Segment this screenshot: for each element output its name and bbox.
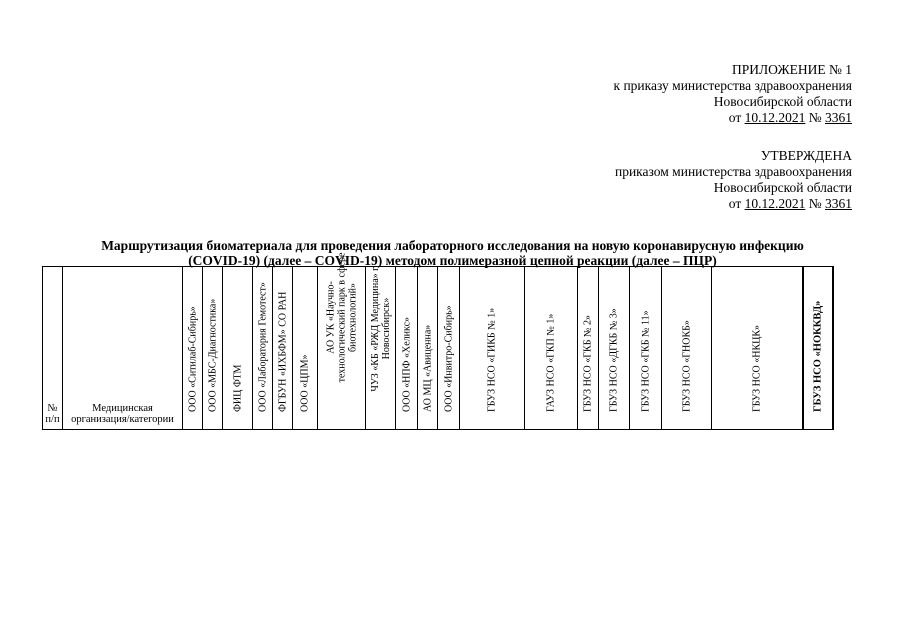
column-header: [273, 267, 293, 430]
column-header: [630, 267, 662, 430]
title-line-2: (COVID-19) (далее – COVID-19) методом полимеразной цепной реакции (далее – ПЦР): [188, 253, 717, 268]
column-header: [183, 267, 203, 430]
column-label: ООО «Инвитро-Сибирь»: [443, 305, 454, 412]
column-header: [396, 267, 418, 430]
date-prefix: от: [728, 110, 745, 125]
column-label: ФГБУН «ИХБФМ» СО РАН: [277, 291, 288, 412]
appendix-line-3: Новосибирской области: [713, 94, 852, 109]
column-label: ГБУЗ НСО «ГНОКБ»: [681, 320, 692, 412]
column-label: ГБУЗ НСО «НОККВД»: [812, 300, 823, 412]
column-header: [203, 267, 223, 430]
approval-line-2: приказом министерства здравоохранения: [614, 164, 852, 179]
column-header: [599, 267, 630, 430]
column-header: [318, 252, 366, 430]
appendix-title: ПРИЛОЖЕНИЕ № 1: [731, 62, 852, 77]
column-label: ООО «НПФ «Хеликс»: [401, 316, 412, 412]
approval-date-line: [615, 196, 852, 212]
column-label: АО УК «Научно-технологический парк в сфере биотехнологий»: [325, 252, 358, 383]
column-header: [662, 267, 712, 430]
column-label: ООО «Лаборатория Гемотест»: [257, 282, 268, 412]
column-header: [418, 267, 438, 430]
column-header: [712, 267, 803, 430]
column-header: [253, 267, 273, 430]
approval-title: УТВЕРЖДЕНА: [760, 148, 852, 163]
appendix-date-line: [614, 110, 852, 126]
appendix-header: [614, 62, 852, 126]
column-label: ГАУЗ НСО «ГКП № 1»: [545, 313, 557, 412]
title-line-1: Маршрутизация биоматериала для проведения лабораторного исследования на новую коронавирусную инфекцию: [101, 238, 804, 253]
date-prefix: от: [728, 196, 745, 211]
table-header-row: [43, 267, 833, 430]
column-label: ГБУЗ НСО «ГКБ № 2»: [582, 315, 594, 412]
approval-header: [615, 148, 852, 212]
column-header: [460, 267, 525, 430]
column-label: ГБУЗ НСО «НКЦК»: [751, 324, 763, 412]
document-title: [0, 238, 905, 268]
column-header: [438, 267, 460, 430]
column-label: ЧУЗ «КБ «РЖД Медицина» г. Новосибирск»: [369, 265, 392, 392]
appendix-line-2: к приказу министерства здравоохранения: [613, 78, 852, 93]
column-label: ООО «ЦПМ»: [299, 354, 311, 412]
number-prefix: №: [805, 110, 825, 125]
column-header: [578, 267, 599, 430]
column-label: ГБУЗ НСО «ГИКБ № 1»: [486, 307, 498, 412]
order-number: 3361: [825, 110, 852, 125]
column-label: ООО «МБС-Диагностика»: [207, 298, 218, 412]
column-header: [803, 267, 833, 430]
column-header: [293, 267, 318, 430]
column-label: ГБУЗ НСО «ГКБ № 11»: [640, 310, 651, 412]
approval-line-3: Новосибирской области: [713, 180, 852, 195]
column-header: [366, 267, 396, 430]
column-header: [525, 267, 578, 430]
column-label: АО МЦ «Авиценна»: [422, 324, 433, 412]
column-number: № п/п: [43, 267, 63, 430]
column-label: ФИЦ ФТМ: [232, 364, 243, 412]
order-number: 3361: [825, 196, 852, 211]
column-organization: Медицинская организация/категории: [63, 267, 183, 430]
order-date: 10.12.2021: [744, 196, 806, 211]
column-header: [223, 267, 253, 430]
number-prefix: №: [805, 196, 825, 211]
column-label: ГБУЗ НСО «ДГКБ № 3»: [608, 308, 620, 412]
column-label: ООО «Ситилаб-Сибирь»: [187, 306, 198, 412]
order-date: 10.12.2021: [744, 110, 806, 125]
